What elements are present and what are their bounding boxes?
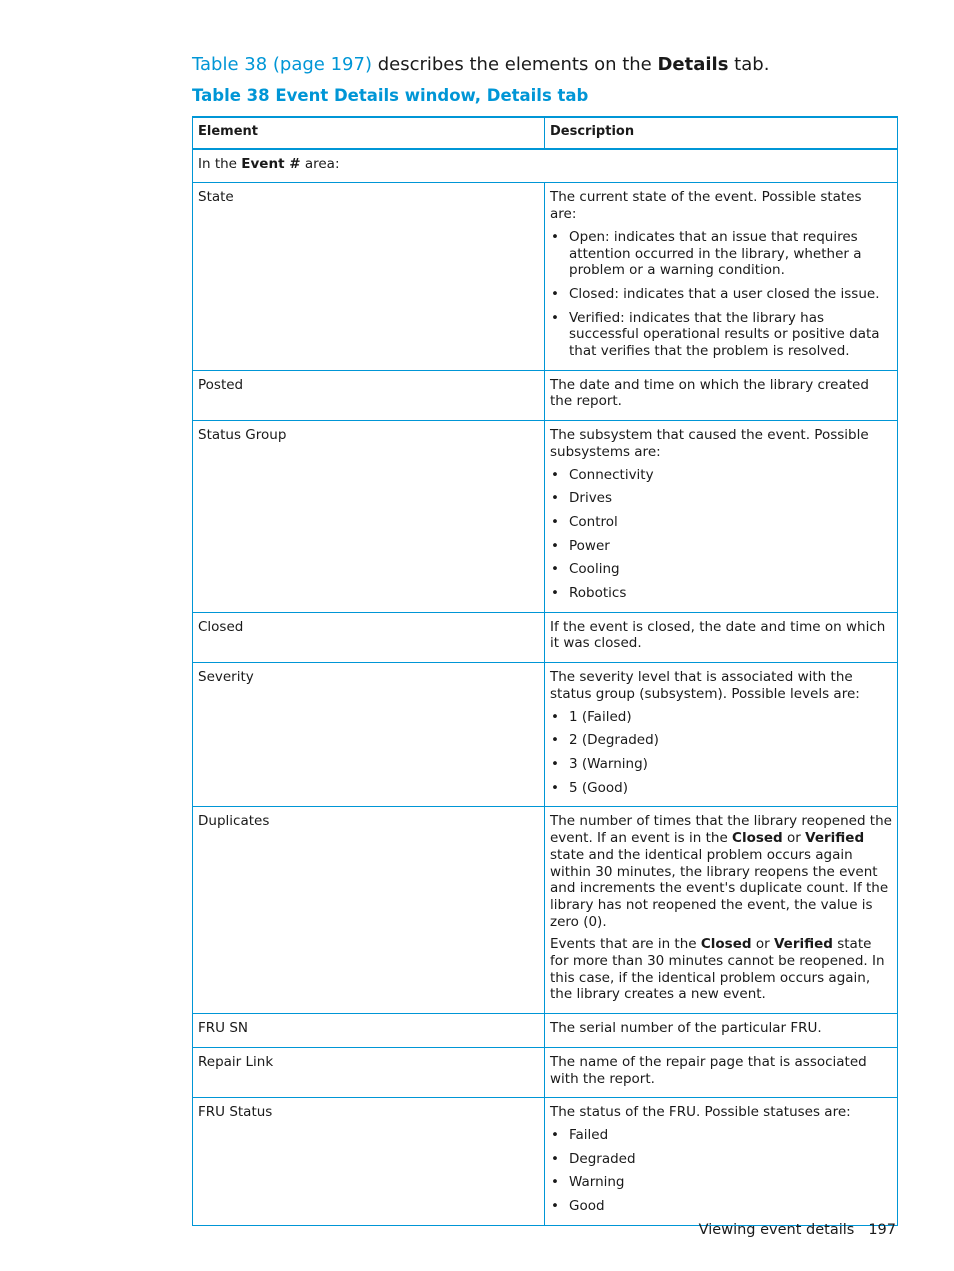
page-number: 197 <box>868 1222 896 1238</box>
table-row <box>193 663 898 807</box>
description-text: The subsystem that caused the event. Possible subsystems are: <box>550 427 869 460</box>
table-row <box>193 1047 898 1097</box>
section-text-end: area: <box>300 155 340 172</box>
table-row <box>193 1014 898 1048</box>
list-item-text: Failed <box>569 1126 609 1143</box>
list-item <box>550 1198 892 1215</box>
list-item-text: Drives <box>569 490 613 507</box>
description-cell <box>545 183 898 370</box>
list-item-text: Cooling <box>569 561 620 578</box>
list-item <box>550 490 892 507</box>
bullet-icon: • <box>551 561 559 578</box>
section-row <box>193 149 898 183</box>
list-item <box>550 1174 892 1191</box>
list-item-text: 1 (Failed) <box>569 708 632 725</box>
list-item <box>550 756 892 773</box>
bullet-icon: • <box>551 585 559 602</box>
description-cell <box>545 1014 898 1048</box>
element-cell: Duplicates <box>193 807 545 1014</box>
event-details-table <box>192 116 898 1226</box>
list-item-text: Degraded <box>569 1150 636 1167</box>
list-item <box>550 467 892 484</box>
list-item-text: 2 (Degraded) <box>569 732 659 749</box>
element-cell: Status Group <box>193 421 545 613</box>
bullet-icon: • <box>551 1150 559 1167</box>
list-item-text: Control <box>569 513 618 530</box>
text-span: state and the identical problem occurs again within 30 minutes, the library reopens the event and increments the event's duplicate count. If the library has not reopened the event, the value is zero (0). <box>550 846 889 930</box>
bullet-icon: • <box>551 228 559 245</box>
list-item <box>550 709 892 726</box>
list-item <box>550 1151 892 1168</box>
description-cell <box>545 421 898 613</box>
intro-text: describes the elements on the <box>371 54 658 75</box>
text-span: or <box>751 936 774 953</box>
intro-text-end: tab. <box>728 54 770 75</box>
description-paragraph <box>550 936 892 1003</box>
list-item-text: Warning <box>569 1174 625 1191</box>
description-cell <box>545 1047 898 1097</box>
description-text: The status of the FRU. Possible statuses are: <box>550 1104 851 1121</box>
table-header-row <box>193 117 898 149</box>
bullet-icon: • <box>551 466 559 483</box>
element-cell: State <box>193 183 545 370</box>
table-row <box>193 421 898 613</box>
description-text: The name of the repair page that is associated with the report. <box>550 1053 867 1087</box>
list-item-text: Open: indicates that an issue that requires attention occurred in the library, whether a problem or a warning condition. <box>569 228 862 279</box>
list-item <box>550 514 892 531</box>
list-item-text: 5 (Good) <box>569 779 628 796</box>
text-span: Events that are in the <box>550 936 701 953</box>
table-row <box>193 1098 898 1226</box>
section-text: In the <box>198 155 242 172</box>
element-cell: FRU Status <box>193 1098 545 1226</box>
list-item <box>550 310 892 360</box>
list-item <box>550 286 892 303</box>
description-paragraph <box>550 813 892 930</box>
description-cell <box>545 663 898 807</box>
list-item-text: Power <box>569 537 610 554</box>
bullet-list <box>550 709 892 797</box>
text-span: or <box>782 830 806 847</box>
table-row <box>193 807 898 1014</box>
text-span: The number of times that the library reopened the event. If an event is in the <box>550 813 892 847</box>
list-item-text: Robotics <box>569 585 627 602</box>
description-text: If the event is closed, the date and time on which it was closed. <box>550 618 886 652</box>
description-cell <box>545 1098 898 1226</box>
description-cell <box>545 370 898 420</box>
element-cell: Repair Link <box>193 1047 545 1097</box>
footer-section-title: Viewing event details <box>698 1222 855 1238</box>
header-element: Element <box>193 117 545 149</box>
list-item <box>550 780 892 797</box>
description-text: The date and time on which the library created the report. <box>550 376 869 410</box>
bold-verified: Verified <box>773 936 833 953</box>
table-row <box>193 370 898 420</box>
list-item-text: Good <box>569 1198 605 1215</box>
element-cell: FRU SN <box>193 1014 545 1048</box>
table-row <box>193 183 898 370</box>
intro-bold-details: Details <box>657 54 729 75</box>
bullet-icon: • <box>551 732 559 749</box>
element-cell: Severity <box>193 663 545 807</box>
description-cell <box>545 612 898 662</box>
section-bold: Event # <box>241 155 301 172</box>
bullet-icon: • <box>551 708 559 725</box>
description-text: The serial number of the particular FRU. <box>550 1020 822 1037</box>
description-text: The severity level that is associated with the status group (subsystem). Possible levels are: <box>550 669 860 702</box>
element-cell: Closed <box>193 612 545 662</box>
description-cell <box>545 807 898 1014</box>
header-description: Description <box>545 117 898 149</box>
bold-closed: Closed <box>700 936 752 953</box>
text-span: state for more than 30 minutes cannot be reopened. In this case, if the identical problem occurs again, the library creates a new event. <box>550 936 885 1003</box>
table-row <box>193 612 898 662</box>
bullet-icon: • <box>551 513 559 530</box>
bullet-icon: • <box>551 490 559 507</box>
list-item <box>550 229 892 279</box>
list-item <box>550 1127 892 1144</box>
bullet-icon: • <box>551 309 559 326</box>
bullet-icon: • <box>551 779 559 796</box>
intro-sentence <box>192 54 769 75</box>
bullet-icon: • <box>551 755 559 772</box>
bullet-icon: • <box>551 1198 559 1215</box>
list-item-text: 3 (Warning) <box>569 755 648 772</box>
bullet-icon: • <box>551 537 559 554</box>
description-text: The current state of the event. Possible states are: <box>550 189 862 223</box>
bold-verified: Verified <box>805 830 865 847</box>
bullet-icon: • <box>551 285 559 302</box>
list-item <box>550 732 892 749</box>
table-caption: Table 38 Event Details window, Details tab <box>192 86 589 105</box>
section-cell <box>193 149 898 183</box>
bullet-list <box>550 229 892 360</box>
list-item-text: Closed: indicates that a user closed the issue. <box>569 285 880 302</box>
bullet-icon: • <box>551 1174 559 1191</box>
bullet-list <box>550 467 892 602</box>
list-item <box>550 538 892 555</box>
element-cell: Posted <box>193 370 545 420</box>
list-item-text: Connectivity <box>569 466 654 483</box>
list-item <box>550 561 892 578</box>
bullet-icon: • <box>551 1126 559 1143</box>
bold-closed: Closed <box>732 830 783 847</box>
list-item <box>550 585 892 602</box>
page-footer <box>699 1222 896 1238</box>
list-item-text: Verified: indicates that the library has successful operational results or positive data that verifies that the problem is resolved. <box>569 309 880 360</box>
table-reference-link[interactable]: Table 38 (page 197) <box>192 54 372 75</box>
bullet-list <box>550 1127 892 1215</box>
